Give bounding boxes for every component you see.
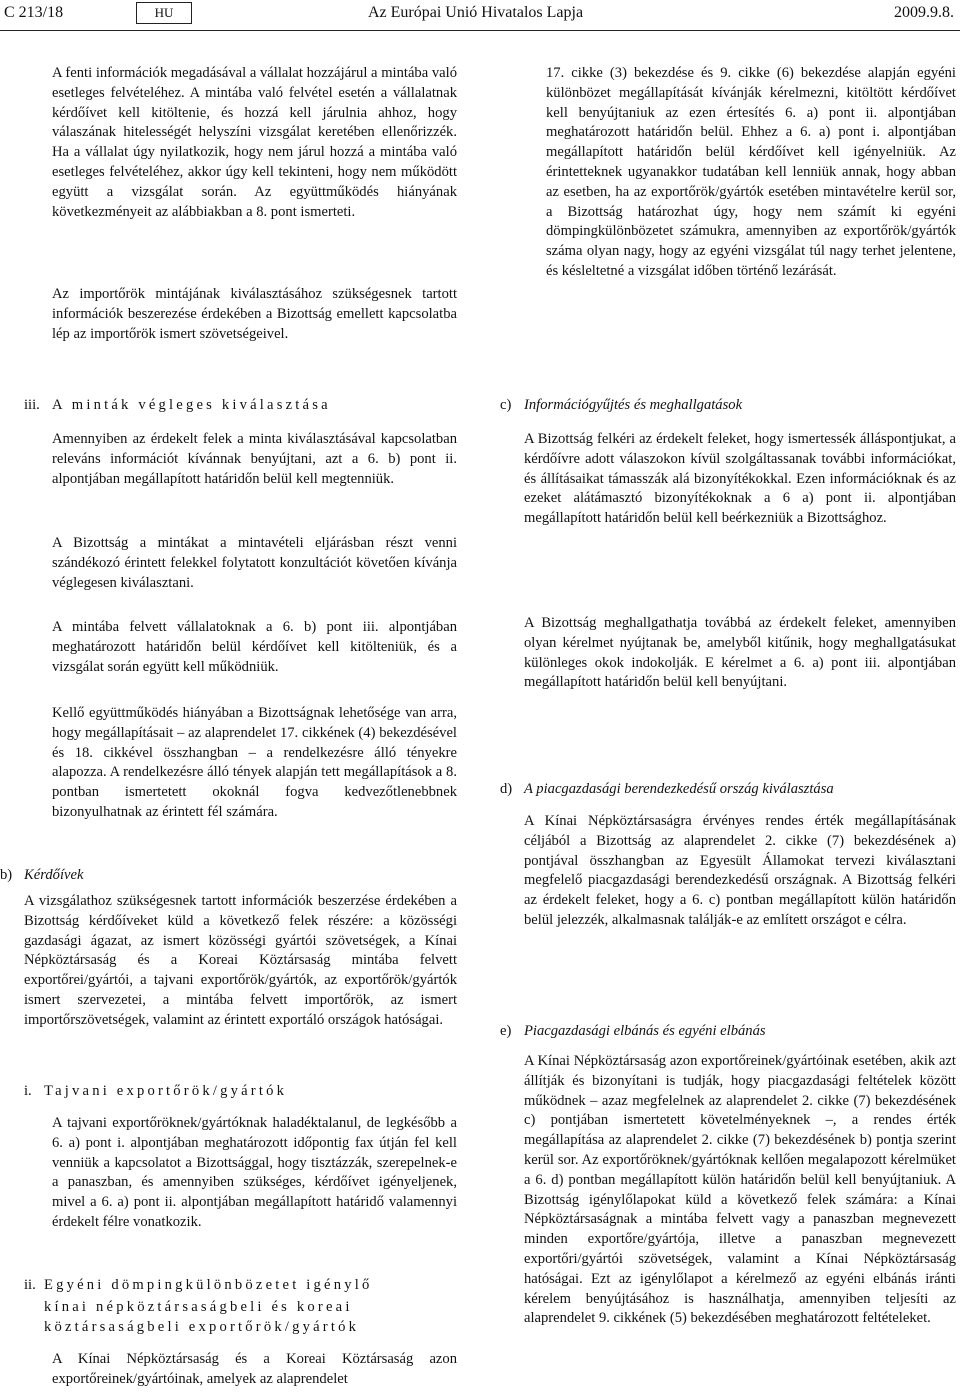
publication-date: 2009.9.8. [894, 4, 954, 21]
section-d-label: d) [500, 781, 513, 797]
journal-title: Az Európai Unió Hivatalos Lapja [368, 4, 584, 21]
section-c-label: c) [500, 397, 512, 413]
header-divider [0, 30, 960, 31]
right-paragraph-3: A Bizottság meghallgathatja továbbá az érdekelt feleket, amennyiben olyan kérelmet nyújtanak be, amelyből kitűnik, hogy meghallgatásukat különleges okok indokolják. E kérelmet a 6. a) pont iii. alpontjában megállapított határidőn belül kell benyújtani. [524, 615, 956, 691]
left-paragraph-8: A tajvani exportőröknek/gyártóknak haladéktalanul, de legkésőbb a 6. a) pont i. alpontjában meghatározott időpontig fax útján fel kell venniük a kapcsolatot a Bizottsággal, hogy tisztázzák, szerepelnek-e a panaszban, és amennyiben szükséges, kérdőívet igényeljenek, mivel a 6. a) pont ii. alpontjában megállapított határidő valamennyi érdekelt félre vonatkozik. [52, 1115, 457, 1230]
section-iii-title: A minták végleges kiválasztása [52, 397, 331, 413]
section-c-title: Információgyűjtés és meghallgatások [524, 397, 743, 413]
section-e-label: e) [500, 1023, 512, 1039]
right-paragraph-4: A Kínai Népköztársaságra érvényes rendes érték megállapításának céljából a Bizottság az alaprendelet 2. cikke (7) bekezdésének a) pontjával összhangban az Egyesült Államokat tervezi kiválasztani megfelelő piacgazdasági berendezkedésű országnak. A Bizottság felkéri az érdekelt feleket, hogy a 6. c) pontban megállapított külön határidőn belül jelezzék, alkalmasnak találják-e az említett országot e célra. [524, 813, 956, 928]
section-b-title: Kérdőívek [24, 867, 84, 883]
left-paragraph-1: A fenti információk megadásával a vállalat hozzájárul a mintába való esetleges felvételéhez. A mintába való felvétel esetén a vállalatnak kérdőívet kell kitöltenie, és hozzá kell járulnia ahhoz, hogy válaszának hitelességét helyszíni vizsgálat keretében ellenőrizzék. Ha a vállalat úgy nyilatkozik, hogy nem járul hozzá a mintába való esetleges felvételéhez, akkor úgy kell tekinteni, hogy nem működött együtt a vizsgálat során. Az együttműködés hiányának következményeit az alábbiakban a 8. pont ismerteti. [52, 65, 457, 220]
left-paragraph-6: Kellő együttműködés hiányában a Bizottságnak lehetősége van arra, hogy megállapításait – az alaprendelet 17. cikkének (4) bekezdésével és 18. cikkével összhangban – a rendelkezésre álló tényekre alapozza. A rendelkezésre álló tények alapján tett megállapítások a 8. pontban ismertetett okoknál fogva kedvezőtlenebbnek bizonyulhatnak az érintett fél számára. [52, 705, 457, 820]
section-ii-title-line-3: köztársaságbeli exportőrök/gyártók [44, 1319, 360, 1335]
left-paragraph-3: Amennyiben az érdekelt felek a minta kiválasztásával kapcsolatban releváns információt kívánnak benyújtani, azt a 6. b) pont ii. alpontjában megállapított határidőn belül kell megtenniük. [52, 431, 457, 487]
page-reference: C 213/18 [4, 4, 64, 21]
section-i-title: Tajvani exportőrök/gyártók [44, 1083, 288, 1099]
right-paragraph-5: A Kínai Népköztársaság azon exportőreinek/gyártóinak esetében, akik azt állítják és bizonyítani is tudják, hogy piacgazdasági feltételek között működnek – azaz megfelelnek az alaprendelet 2. cikke (7) bekezdésének c) pontjában ismertetett követelményeknek –, a rendes érték megállapítása az alaprendelet 2. cikke (7) bekezdésének b) pontja szerint kerül sor. Az exportőröknek/gyártóknak kellően megalapozott kérelmüket a 6. d) pontban megállapított külön határidőn belül kell benyújtaniuk. A Bizottság igénylőlapokat küld a következő felek számára: a Kínai Népköztársaságnak a mintába felvett vagy a panaszban megnevezett minden exportőre/gyártója, illetve a panaszban megnevezett exportőri/gyártói szövetségek, valamint a Kínai Népköztársaság hatóságai. Ezt az igénylőlapot a kérelmező az egyéni elbánás iránti kérelem benyújtásához is használhatja, amennyiben teljesíti az alaprendelet 9. cikkének (5) bekezdésében meghatározott feltételeket. [524, 1053, 956, 1327]
language-badge: HU [136, 2, 192, 24]
right-paragraph-2: A Bizottság felkéri az érdekelt feleket, hogy ismertessék álláspontjukat, a kérdőívre adott válaszokon kívül szolgáltassanak további információkat, és állításaikat támasszák alá bizonyítékokkal. Ezen információknak és az ezeket alátámasztó bizonyítékoknak a 6 a) pont ii. alpontjában megállapított határidőn belül kell beérkezniük a Bizottsághoz. [524, 431, 956, 527]
left-paragraph-4: A Bizottság a mintákat a mintavételi eljárásban részt venni szándékozó érintett felekkel folytatott konzultációt követően kívánja véglegesen kiválasztani. [52, 535, 457, 591]
left-paragraph-5: A mintába felvett vállalatoknak a 6. b) pont iii. alpontjában meghatározott határidőn belül kérdőívet kell kitölteniük, és a vizsgálat során együtt kell működniük. [52, 619, 457, 675]
section-d-title: A piacgazdasági berendezkedésű ország kiválasztása [524, 781, 834, 797]
section-ii-title-line-1: Egyéni dömpingkülönbözetet igénylő [44, 1277, 373, 1293]
section-e-title: Piacgazdasági elbánás és egyéni elbánás [524, 1023, 766, 1039]
section-i-label: i. [24, 1083, 32, 1099]
section-iii-label: iii. [24, 397, 40, 413]
left-paragraph-2: Az importőrök mintájának kiválasztásához szükségesnek tartott információk beszerezése érdekében a Bizottság emellett kapcsolatba lép az importőrök ismert szövetségeivel. [52, 286, 457, 342]
page-header [0, 4, 960, 26]
right-paragraph-1: 17. cikke (3) bekezdése és 9. cikke (6) bekezdése alapján egyéni különbözet megállapítását kívánják kérelmezni, kitöltött kérdőívet kell benyújtaniuk az ezen értesítés 6. a) pont ii. alpontjában meghatározott határidőn belül. Ehhez a 6. a) pont i. alpontjában megállapított határidőn belül kérdőívet kell igényelniük. Az érintetteknek ugyanakkor tudatában kell lenniük annak, hogy abban az esetben, ha az exportőrök/gyártók esetében mintavételre kerül sor, a Bizottság határozhat úgy, hogy nem számít ki egyéni dömpingkülönbözetet számukra, amennyiben az exportőrök/gyártók száma olyan nagy, hogy az egyéni vizsgálat túl nagy terhet jelentene, és késleltetné a vizsgálat időben történő lezárását. [546, 65, 956, 279]
left-paragraph-9: A Kínai Népköztársaság és a Koreai Köztársaság azon exportőreinek/gyártóinak, amelyek az alaprendelet [52, 1351, 457, 1387]
section-ii-label: ii. [24, 1277, 36, 1293]
section-b-label: b) [0, 867, 13, 883]
section-ii-title-line-2: kínai népköztársaságbeli és koreai [44, 1299, 353, 1315]
left-paragraph-7: A vizsgálathoz szükségesnek tartott információk beszerzése érdekében a Bizottság kérdőíveket küld a következő felek részére: a közösségi gazdasági ágazat, az ismert közösségi gyártói szövetségek, a Kínai Népköztársaság és a Koreai Köztársaság mintába felvett exportőrei/gyártói, a tajvani exportőrök/gyártók, az exportőrök/gyártók ismert szervezetei, a mintába felvett importőrök, az ismert importőrszövetségek, valamint az érintett exportáló országok hatóságai. [24, 893, 457, 1028]
